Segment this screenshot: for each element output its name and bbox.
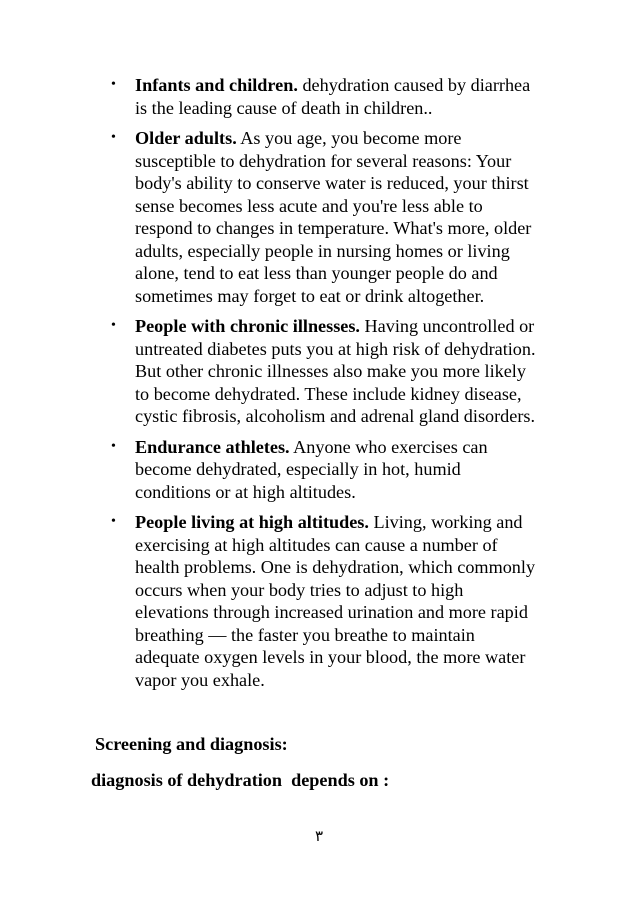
- bullet-icon: •: [111, 318, 116, 333]
- list-item-text: Living, working and exercising at high altitudes can cause a number of health problems. One is dehydration, which commonly occurs when your body tries to adjust to high elevations through increased urination and more rapid breathing — the faster you breathe to maintain adequate oxygen levels in your blood, the more water vapor you exhale.: [135, 512, 536, 690]
- section-heading-diagnosis: diagnosis of dehydration depends on :: [91, 770, 390, 790]
- list-item-endurance-athletes: [108, 436, 538, 504]
- list-item-term: People living at high altitudes.: [135, 512, 369, 532]
- bullet-icon: •: [111, 130, 116, 145]
- list-item-text: dehydration caused by diarrhea is the leading cause of death in children..: [135, 75, 531, 118]
- page-number: ٣: [314, 829, 324, 845]
- list-item-text: As you age, you become more susceptible to dehydration for several reasons: Your body's ability to conserve water is reduced, your thirst sense becomes less acute and you're less able to respond to changes in temperature. What's more, older adults, especially people in nursing homes or living alone, tend to eat less than younger people do and sometimes may forget to eat or drink altogether.: [135, 128, 532, 306]
- section-heading-screening: Screening and diagnosis:: [95, 734, 288, 754]
- bullet-icon: •: [111, 514, 116, 529]
- list-item-term: Older adults.: [135, 128, 237, 148]
- list-item-older-adults: [108, 127, 538, 307]
- bullet-icon: •: [111, 438, 116, 454]
- list-item-term: Infants and children.: [135, 75, 298, 95]
- risk-factor-list: [108, 74, 538, 699]
- list-item-term: People with chronic illnesses.: [135, 316, 360, 336]
- list-item-high-altitudes: [108, 511, 538, 691]
- list-item-text: Anyone who exercises can become dehydrated, especially in hot, humid conditions or at high altitudes.: [135, 436, 488, 502]
- list-item-text: Having uncontrolled or untreated diabetes puts you at high risk of dehydration. But other chronic illnesses also make you more likely to become dehydrated. These include kidney disease, cystic fibrosis, alcoholism and adrenal gland disorders.: [135, 316, 536, 426]
- list-item-chronic-illnesses: [108, 315, 538, 428]
- list-item-term: Endurance athletes.: [135, 436, 290, 457]
- bullet-icon: •: [111, 77, 116, 92]
- list-item-infants: [108, 74, 538, 119]
